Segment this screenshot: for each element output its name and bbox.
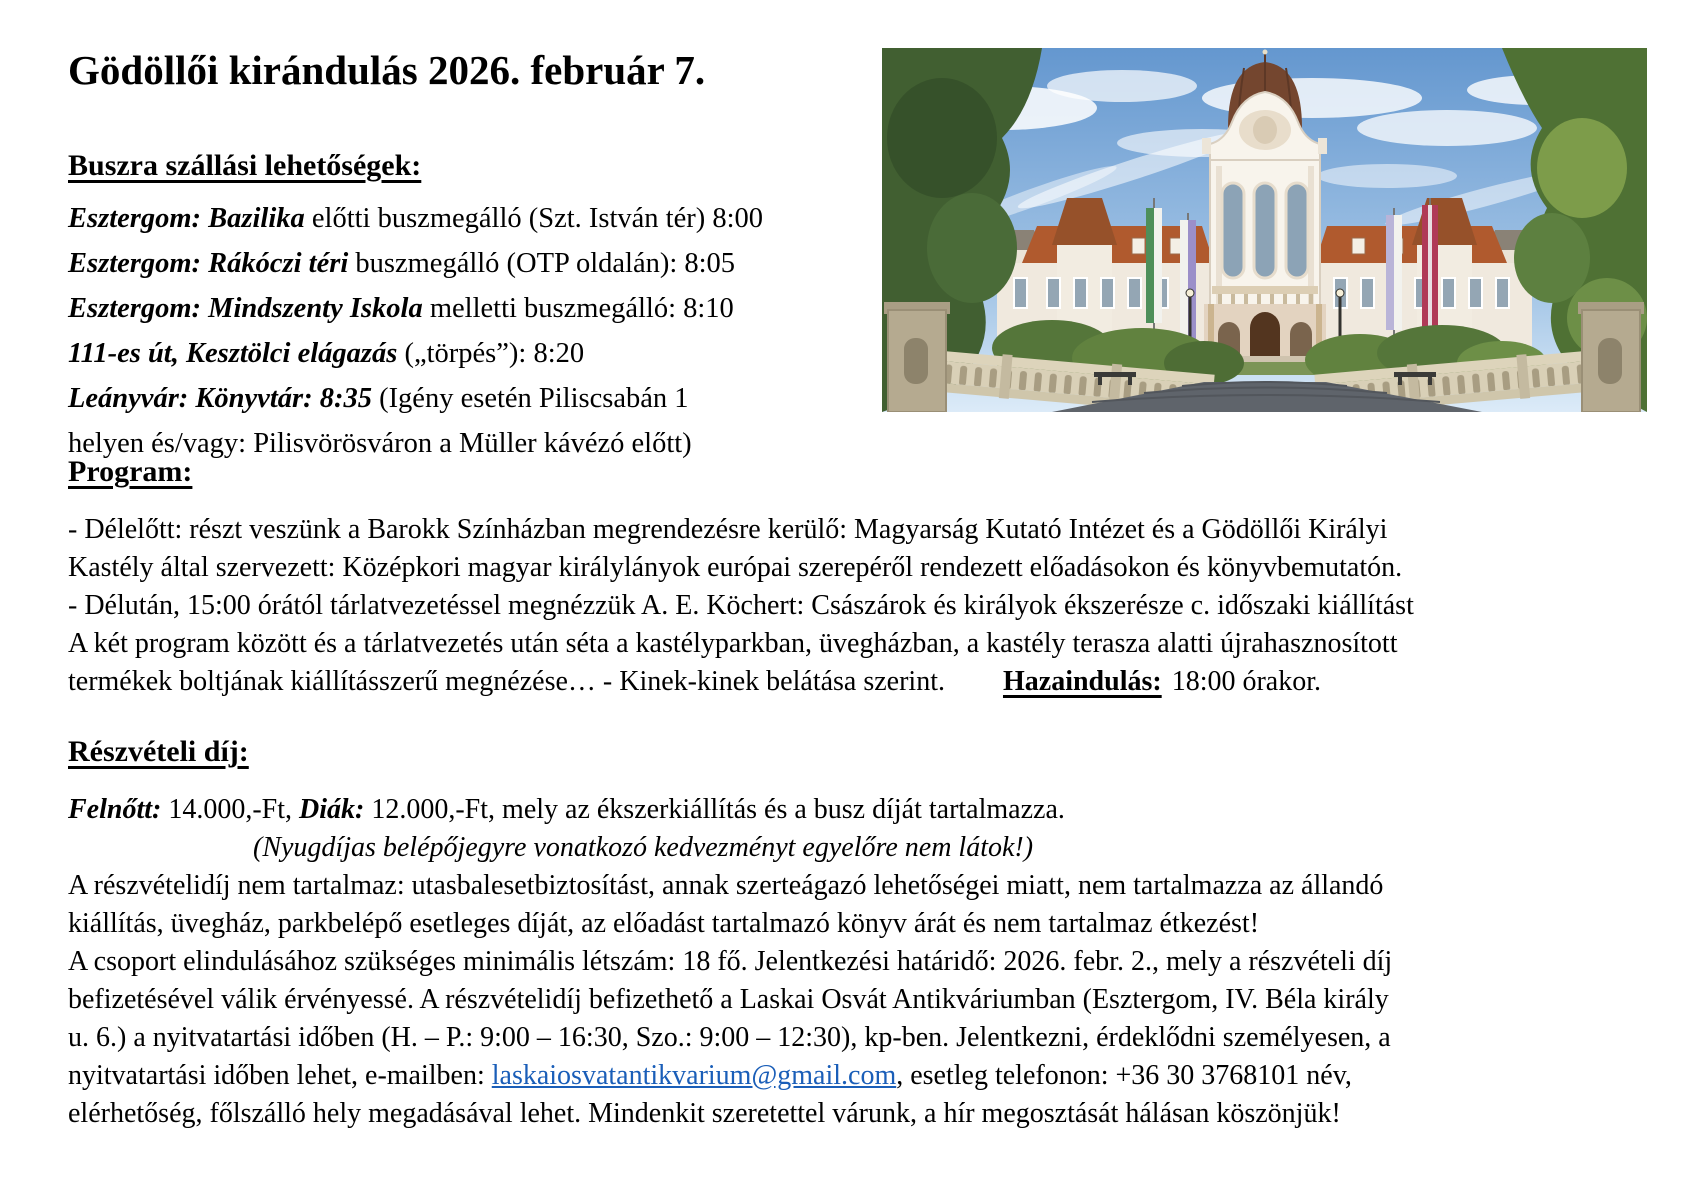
departure-home-label: Hazaindulás: [1002, 666, 1162, 697]
bus-stop-detail: melletti buszmegálló: 8:10 [422, 293, 734, 324]
bus-stop-name: Esztergom: Bazilika [68, 203, 305, 234]
departure-home-time: 18:00 órakor. [1171, 666, 1321, 697]
top-left-column [68, 46, 874, 466]
student-price-value: 12.000,-Ft, mely az ékszerkiállítás és a busz díját tartalmazza. [364, 794, 1065, 825]
bus-stop-name: 111-es út, Kesztölci elágazás [68, 338, 398, 369]
fees-line: A csoport elindulásához szükséges minimális létszám: 18 fő. Jelentkezési határidő: 2026. febr. 2., mely a részvételi díj [68, 946, 1393, 977]
adult-price-label: Felnőtt: [68, 794, 162, 825]
bus-stop-detail: („törpés”): 8:20 [397, 338, 585, 369]
fees-line: u. 6.) a nyitvatartási időben (H. – P.: 9:00 – 16:30, Szo.: 9:00 – 12:30), kp-ben. Jelentkezni, érdeklődni személyesen, a [68, 1022, 1391, 1053]
adult-price-value: 14.000,-Ft, [161, 794, 300, 825]
bus-stop-line [68, 376, 874, 421]
boarding-stop-list [68, 196, 874, 466]
bus-stop-line [68, 331, 874, 376]
program-line: - Délelőtt: részt veszünk a Barokk Színházban megrendezésre kerülő: Magyarság Kutató Intézet és a Gödöllői Királyi [68, 514, 1388, 545]
fees-price-line [68, 791, 1634, 829]
program-heading: Program: [68, 455, 193, 488]
bus-stop-line [68, 196, 874, 241]
palace-photo-illustration [882, 48, 1647, 412]
email-link[interactable]: laskaiosvatantikvarium@gmail.com [491, 1060, 897, 1091]
program-line-text: termékek boltjának kiállításszerű megnézése… - Kinek-kinek belátása szerint. [68, 666, 945, 697]
student-price-label: Diák: [299, 794, 365, 825]
program-line: - Délután, 15:00 órától tárlatvezetéssel megnézzük A. E. Köchert: Császárok és királyok ékszerésze c. időszaki kiállítást [68, 590, 1414, 621]
boarding-heading: Buszra szállási lehetőségek: [68, 149, 422, 182]
bus-stop-name: Esztergom: Mindszenty Iskola [68, 293, 423, 324]
bus-stop-name: Leányvár: Könyvtár: 8:35 [68, 383, 372, 414]
fees-heading: Részvételi díj: [68, 735, 249, 768]
pensioner-note: (Nyugdíjas belépőjegyre vonatkozó kedvezményt egyelőre nem látok!) [253, 832, 1034, 863]
bus-stop-detail: (Igény esetén Piliscsabán 1 [371, 383, 689, 414]
page-title: Gödöllői kirándulás 2026. február 7. [68, 47, 706, 93]
bus-stop-name: Esztergom: Rákóczi téri [68, 248, 349, 279]
bus-stop-detail: előtti buszmegálló (Szt. István tér) 8:00 [304, 203, 764, 234]
bus-stop-line [68, 286, 874, 331]
palace-photo [882, 48, 1647, 412]
email-line-after: , esetleg telefonon: +36 30 3768101 név, [896, 1060, 1352, 1091]
main-body [68, 455, 1634, 1133]
email-line-before: nyitvatartási időben lehet, e-mailben: [68, 1060, 492, 1091]
program-paragraph [68, 511, 1634, 701]
bus-stop-line [68, 241, 874, 286]
fees-line: A részvételidíj nem tartalmaz: utasbalesetbiztosítást, annak szerteágazó lehetőségei miatt, nem tartalmazza az állandó [68, 870, 1384, 901]
bus-stop-detail: helyen és/vagy: Pilisvörösváron a Müller kávézó előtt) [68, 428, 692, 459]
program-line: A két program között és a tárlatvezetés után séta a kastélyparkban, üvegházban, a kastély terasza alatti újrahasznosított [68, 628, 1398, 659]
program-line-last [68, 663, 1634, 701]
fees-closing-line: elérhetőség, főlszálló hely megadásával lehet. Mindenkit szeretettel várunk, a hír megosztását hálásan köszönjük! [68, 1098, 1341, 1129]
fees-email-line [68, 1057, 1634, 1095]
fees-line: kiállítás, üvegház, parkbelépő esetleges díját, az előadást tartalmazó könyv árát és nem tartalmaz étkezést! [68, 908, 1260, 939]
program-line: Kastély által szervezett: Középkori magyar királylányok európai szerepéről rendezett előadásokon és könyvbemutatón. [68, 552, 1403, 583]
fees-paragraph [68, 791, 1634, 1133]
bus-stop-detail: buszmegálló (OTP oldalán): 8:05 [348, 248, 736, 279]
fees-line: befizetésével válik érvényessé. A részvételidíj befizethető a Laskai Osvát Antikváriumban (Esztergom, IV. Béla király [68, 984, 1389, 1015]
